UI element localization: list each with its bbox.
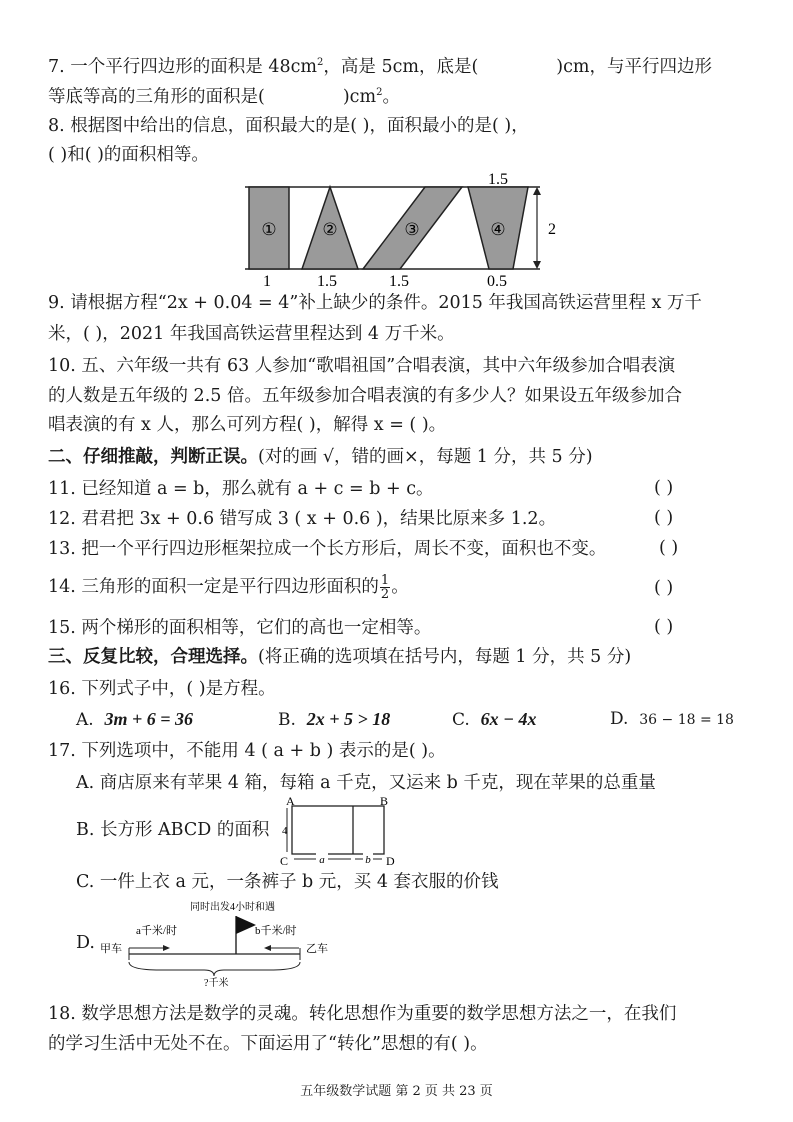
q17-option-c[interactable]: C. 一件上衣 a 元，一条裤子 b 元，买 4 套衣服的价钱 (76, 872, 499, 892)
q7-superscript-2: 2 (376, 87, 383, 98)
q16-option-a-expr: 3m + 6 = 36 (104, 709, 194, 729)
q17-option-a[interactable]: A. 商店原来有苹果 4 箱，每箱 a 千克，又运来 b 千克，现在苹果的总重量 (76, 773, 656, 793)
q17-left-arrow-head (163, 945, 170, 951)
q8-height-label: 2 (548, 221, 556, 238)
q8-bottom-label-4: 0.5 (487, 273, 507, 290)
q17-trip-title: 同时出发4小时和遇 (190, 902, 275, 913)
q8-bottom-label-3: 1.5 (389, 273, 409, 290)
q18-line1: 18. 数学思想方法是数学的灵魂。转化思想作为重要的数学思想方法之一，在我们 (48, 1004, 677, 1024)
q16-option-b-label: B. (278, 710, 296, 730)
q17-option-b[interactable]: B. 长方形 ABCD 的面积 (76, 820, 270, 840)
q17-a-label: a (319, 854, 325, 866)
q17-left-car: 甲车 (100, 943, 122, 955)
q16-option-c-label: C. (452, 710, 470, 730)
q14-text: 14. 三角形的面积一定是平行四边形面积的 (48, 577, 379, 597)
q8-shape-4-label: ④ (490, 220, 506, 239)
q14-fraction-denominator: 2 (380, 587, 390, 602)
q13-answer-paren[interactable]: ( ) (659, 538, 679, 558)
q12-text: 12. 君君把 3x + 0.6 错写成 3 ( x + 0.6 )，结果比原来多 1.2。 (48, 509, 557, 529)
q17-flag-icon (236, 916, 256, 934)
q16-option-c-expr: 6x − 4x (480, 709, 537, 729)
q7-line2 (48, 82, 400, 108)
q8-bottom-label-1: 1 (263, 273, 271, 290)
q7-text-end: 。 (382, 86, 400, 107)
section3-title: 三、反复比较，合理选择。 (48, 647, 258, 667)
q9-line2: 米，( )，2021 年我国高铁运营里程达到 4 万千米。 (48, 324, 455, 344)
q8-shape-2-label: ② (322, 220, 338, 239)
q16-option-d-expr: 36 − 18 = 18 (639, 712, 734, 728)
page-footer: 五年级数学试题 第 2 页 共 23 页 (300, 1084, 493, 1099)
q8-shape-1-label: ① (261, 220, 277, 239)
q17-distance-brace (129, 962, 300, 976)
q17-right-arrow-head (264, 945, 271, 951)
section2-title: 二、仔细推敲，判断正误。 (48, 447, 258, 467)
q17-b-label: b (365, 854, 371, 866)
q8-shape-3-label: ③ (404, 220, 420, 239)
q16-option-a[interactable] (76, 708, 193, 731)
q7-text-b: ，高是 5cm，底是( (323, 56, 479, 77)
q16-stem: 16. 下列式子中，( )是方程。 (48, 679, 276, 699)
q17-rectangle-abcd (292, 806, 384, 854)
q11-text: 11. 已经知道 a = b，那么就有 a + c = b + c。 (48, 479, 434, 499)
q14-fraction-numerator: 1 (380, 573, 390, 588)
q14-answer-paren[interactable]: ( ) (654, 578, 674, 598)
q11-answer-paren[interactable]: ( ) (654, 478, 674, 498)
q17-trip-figure (100, 898, 370, 988)
q9-line1: 9. 请根据方程“2x + 0.04 = 4”补上缺少的条件。2015 年我国高铁运营里程 x 万千 (48, 293, 702, 313)
section2-note: (对的画 √，错的画×，每题 1 分，共 5 分) (258, 447, 593, 467)
q10-line1: 10. 五、六年级一共有 63 人参加“歌唱祖国”合唱表演，其中六年级参加合唱表演 (48, 356, 676, 376)
q17-right-car: 乙车 (306, 943, 328, 955)
q8-line1: 8. 根据图中给出的信息，面积最大的是( )，面积最小的是( )， (48, 116, 529, 136)
q7-text-d: 等底等高的三角形的面积是( (48, 86, 265, 107)
q7-text-c: )cm，与平行四边形 (556, 56, 713, 77)
q17-right-speed: b千米/时 (255, 925, 297, 937)
q15-text: 15. 两个梯形的面积相等，它们的高也一定相等。 (48, 618, 432, 638)
q17-stem: 17. 下列选项中，不能用 4 ( a + b ) 表示的是( )。 (48, 741, 446, 761)
q17-side-label: 4 (282, 825, 288, 837)
q17-left-speed: a千米/时 (136, 925, 177, 937)
q12-answer-paren[interactable]: ( ) (654, 508, 674, 528)
q17-option-d-label[interactable]: D. (76, 933, 95, 953)
q10-line3: 唱表演的有 x 人，那么可列方程( )，解得 x = ( )。 (48, 415, 447, 435)
q7-line1 (48, 52, 712, 78)
q17-label-c-vertex: C (280, 854, 289, 868)
q17-label-b-vertex: B (380, 795, 389, 808)
q8-top-label: 1.5 (488, 171, 508, 188)
q18-line2: 的学习生活中无处不在。下面运用了“转化”思想的有( )。 (48, 1034, 488, 1054)
q16-option-d[interactable] (610, 708, 734, 731)
q16-option-b[interactable] (278, 708, 390, 731)
section2-heading (48, 446, 593, 468)
section3-heading (48, 646, 631, 668)
q8-arrow-head-bottom (533, 261, 541, 269)
q14-end: 。 (391, 577, 409, 597)
q7-superscript: 2 (317, 57, 324, 68)
q16-option-c[interactable] (452, 708, 537, 731)
q17-rectangle-figure (276, 795, 406, 869)
q8-bottom-label-2: 1.5 (317, 273, 337, 290)
q7-text-e: )cm (342, 86, 377, 107)
q8-line2: ( )和( )的面积相等。 (48, 145, 209, 165)
q8-figure (235, 168, 565, 290)
q14-fraction (380, 574, 390, 601)
q17-label-a-vertex: A (286, 795, 295, 808)
q10-line2: 的人数是五年级的 2.5 倍。五年级参加合唱表演的有多少人？如果设五年级参加合 (48, 386, 682, 406)
q16-option-d-label: D. (610, 709, 629, 729)
q7-text-a: 7. 一个平行四边形的面积是 48cm (48, 56, 317, 77)
q14-line (48, 574, 409, 601)
q16-option-a-label: A. (76, 710, 94, 730)
section3-note: (将正确的选项填在括号内，每题 1 分，共 5 分) (258, 647, 632, 667)
q17-distance-label: ?千米 (204, 978, 229, 988)
q16-option-b-expr: 2x + 5 > 18 (306, 709, 391, 729)
q17-label-d-vertex: D (386, 854, 395, 868)
q15-answer-paren[interactable]: ( ) (654, 617, 674, 637)
q8-arrow-head-top (533, 187, 541, 195)
q13-text: 13. 把一个平行四边形框架拉成一个长方形后，周长不变，面积也不变。 (48, 539, 607, 559)
